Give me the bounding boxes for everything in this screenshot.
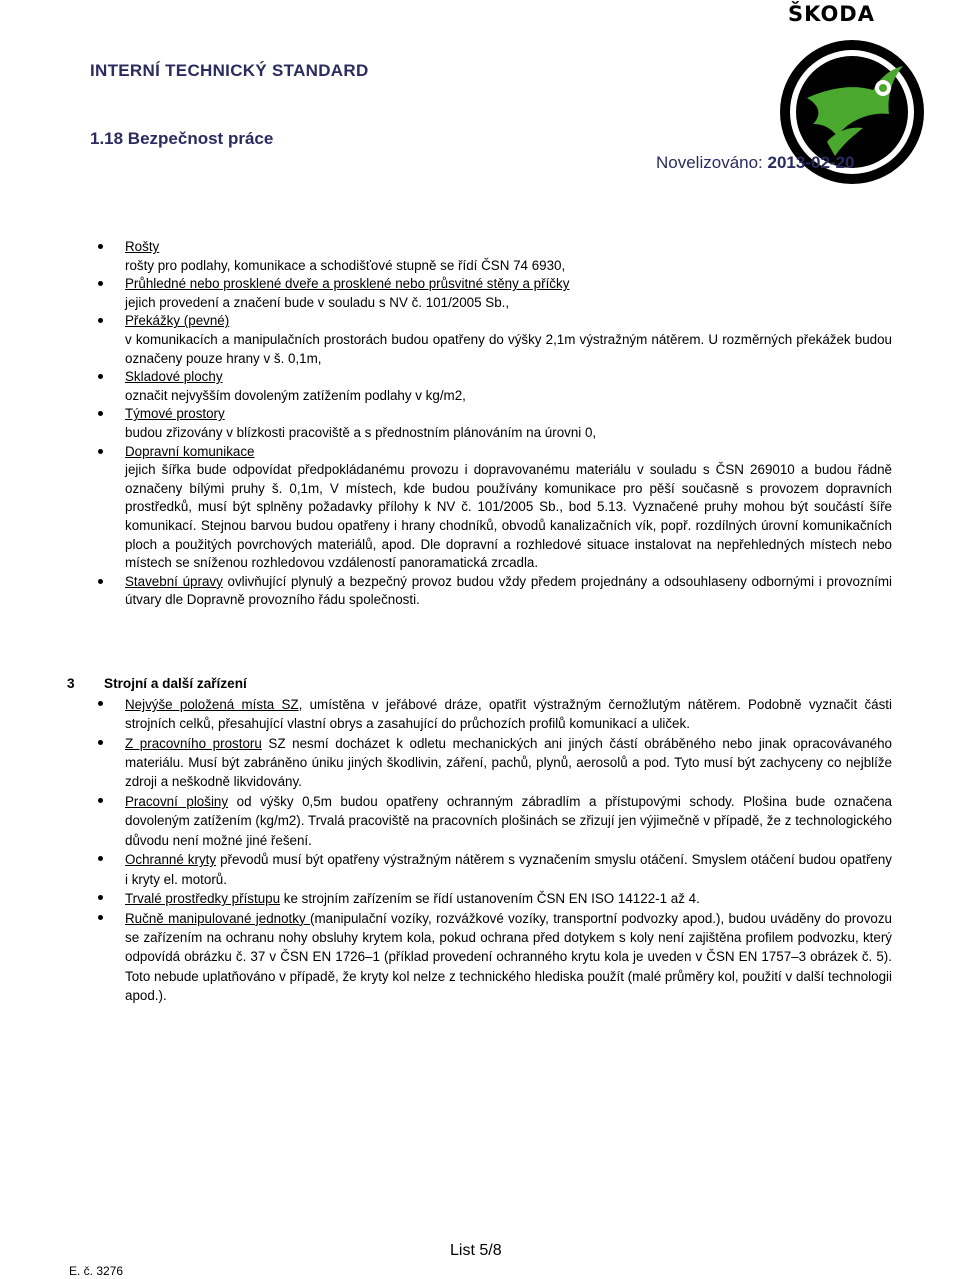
- list-item: Nejvýše položená místa SZ, umístěna v jeřábové dráze, opatřit výstražným černožlutým nátěrem. Podobně vyznačit části strojních celků, přesahující vlastní obrys a zasahující do průchozích profilů komunikací a uliček.: [96, 695, 892, 734]
- item-heading: Z pracovního prostoru: [125, 735, 262, 751]
- item-heading: Ručně manipulované jednotky: [125, 910, 311, 926]
- list-item: Pracovní plošiny od výšky 0,5m budou opatřeny ochranným zábradlím a přístupovými schody. Plošina bude označena dovoleným zatížením (kg/m2). Trvalá pracoviště na pracovních plošinách se zřizují jen výjimečně v případě, že z technologického důvodu není možné jiné řešení.: [96, 792, 892, 850]
- list-item: Trvalé prostředky přístupu ke strojním zařízením se řídí ustanovením ČSN EN ISO 14122-1 až 4.: [96, 889, 892, 908]
- item-heading: Průhledné nebo prosklené dveře a prosklené nebo průsvitné stěny a příčky: [125, 276, 570, 292]
- list-item-text: rošty pro podlahy, komunikace a schodišťové stupně se řídí ČSN 74 6930,: [125, 257, 566, 273]
- list-item: Stavební úpravy ovlivňující plynulý a bezpečný provoz budou vždy předem projednány a odsouhlaseny odbornými i provozními útvary dle Dopravně provozního řádu společnosti.: [96, 573, 892, 610]
- document-title: INTERNÍ TECHNICKÝ STANDARD: [90, 61, 369, 80]
- list-item-text: označit nejvyšším dovoleným zatížením podlahy v kg/m2,: [125, 387, 466, 403]
- list-item: [96, 275, 892, 294]
- list-item: [96, 238, 892, 257]
- item-heading: Dopravní komunikace: [125, 443, 255, 459]
- list-item: [96, 312, 892, 331]
- revision-date: [656, 153, 854, 173]
- list-item-text: jejich provedení a značení bude v souladu s NV č. 101/2005 Sb.,: [125, 294, 510, 310]
- list-item-text: jejich šířka bude odpovídat předpokládanému provozu i dopravovanému materiálu v souladu s ČSN 269010 a budou řádně označeny bílými pruhy š. 0,1m, V místech, kde budou používány komunikace pro pěší současně s provozem dopravních prostředků, musí být splněny požadavky přílohy k NV č. 101/2005 Sb., bod 5.13. Vyznačené pruhy mohou být součástí šíře komunikací. Stejnou barvou budou opatřeny i hrany chodníků, obvodů kanalizačních vík, popř. rozdílných úrovní komunikačních ploch a použitých povrchových materiálů, apod. Dle dopravní a rozhledové situace instalovat na nepřehledných místech nebo místech se sníženou rozhledovou vzdáleností panoramatická zrcadla.: [125, 462, 892, 571]
- document-number: E. č. 3276: [69, 1264, 124, 1278]
- list-item: [96, 405, 892, 424]
- equipment-list: [96, 695, 892, 1006]
- chapter-title: Strojní a další zařízení: [104, 676, 247, 691]
- list-item: Ochranné kryty převodů musí být opatřeny výstražným nátěrem s vyznačením smyslu otáčení. Smyslem otáčení budou opatřeny i kryty el. motorů.: [96, 850, 892, 889]
- list-item: [96, 368, 892, 387]
- page-number: List 5/8: [450, 1242, 502, 1259]
- item-heading: Překážky (pevné): [125, 313, 230, 329]
- safety-list: [96, 238, 892, 610]
- section-title: 1.18 Bezpečnost práce: [90, 129, 274, 148]
- item-heading: Rošty: [125, 239, 160, 254]
- item-heading: Trvalé prostředky přístupu: [125, 891, 281, 907]
- brand-wordmark: ŠKODA: [788, 2, 875, 26]
- revision-value: 2013-02-20: [767, 153, 855, 172]
- item-heading: Týmové prostory: [125, 406, 225, 422]
- list-item: [96, 443, 892, 462]
- item-heading: Stavební úpravy: [125, 573, 223, 589]
- revision-label: Novelizováno:: [656, 153, 763, 172]
- list-item-text: v komunikacích a manipulačních prostorách budou opatřeny do výšky 2,1m výstražným nátěrem. U rozměrných překážek budou označeny pouze hrany v š. 0,1m,: [125, 331, 892, 366]
- item-heading: Ochranné kryty: [125, 852, 217, 868]
- list-item-text: budou zřizovány v blízkosti pracoviště a s přednostním plánováním na úrovni 0,: [125, 424, 597, 440]
- item-heading: Nejvýše položená místa SZ: [125, 697, 299, 712]
- item-heading: Skladové plochy: [125, 369, 223, 385]
- list-item: Ručně manipulované jednotky (manipulační vozíky, rozvážkové vozíky, transportní podvozky apod.), budou uváděny do provozu se zařízením na ochranu nohy obsluhy krytem kola, pokud ochrana před dotykem s koly není zajištěna profilem podvozku, který odpovídá obrázku č. 37 v ČSN EN 1726–1 (příklad provedení ochranného krytu kola je uveden v ČSN EN 1757–3 obrázek č. 5). Toto nebude uplatňováno v případě, že kryty kol nelze z technického hlediska použít (malé průměry kol, použití v další technologii apod.).: [96, 909, 892, 1005]
- list-item: Z pracovního prostoru SZ nesmí docházet k odletu mechanických ani jiných částí obráběného nebo jinak opracovávaného materiálu. Musí být zabráněno úniku jiných škodlivin, záření, pachů, plynů, aerosolů a pod. Tyto musí být zachyceny co nejblíže zdroji a neškodně likvidovány.: [96, 734, 892, 792]
- item-heading: Pracovní plošiny: [125, 794, 229, 810]
- chapter-number: 3: [67, 676, 75, 691]
